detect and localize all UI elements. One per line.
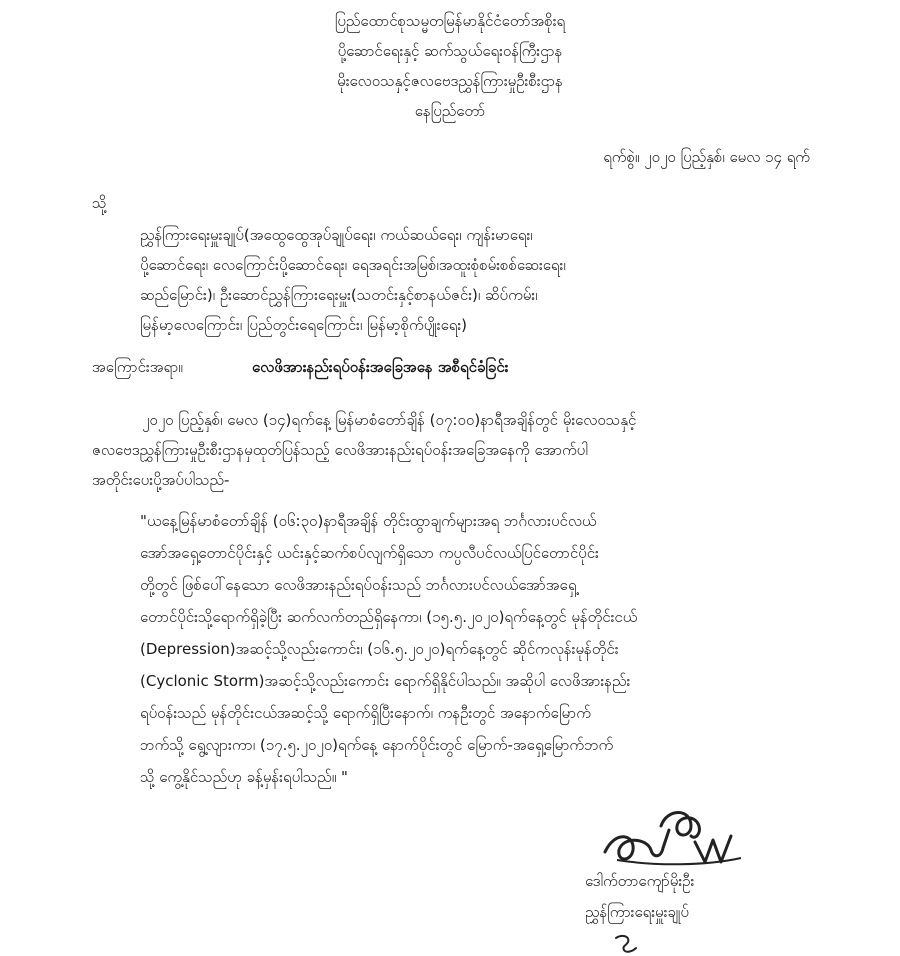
quote-line: တောင်ပိုင်းသို့ရောက်ရှိခဲ့ပြီး ဆက်လက်တည်ရှိနေကာ၊ (၁၅.၅.၂၀၂၀)ရက်နေ့တွင် မုန်တိုင်းငယ် [140,608,638,626]
handwritten-mark [612,932,642,954]
quote-line: ရပ်ဝန်းသည် မုန်တိုင်းငယ်အဆင့်သို့ ရောက်ရှိပြီးနောက်၊ ကနဦးတွင် အနောက်မြောက် [140,704,591,722]
paragraph-line: ၂၀၂၀ ပြည့်နှစ်၊ မေလ (၁၄)ရက်နေ့ မြန်မာစံတော်ချိန် (၀၇:၀၀)နာရီအချိန်တွင် မိုးလေဝသနှင့် [142,411,637,429]
quote-line: ဘက်သို့ ရွေ့လျားကာ၊ (၁၇.၅.၂၀၂၀)ရက်နေ့ နောက်ပိုင်းတွင် မြောက်-အရှေ့မြောက်ဘက် [140,736,614,754]
recipient-line: ဆည်မြောင်း)၊ ဦးဆောင်ညွှန်ကြားရေးမှူး(သတင်းနှင့်စာနယ်ဇင်း)၊ ဆိပ်ကမ်း၊ [140,286,538,304]
letterhead-government: ပြည်ထောင်စုသမ္မတမြန်မာနိုင်ငံတော်အစိုးရ [334,12,566,30]
recipient-line: ညွှန်ကြားရေးမှူးချုပ်(အထွေထွေအုပ်ချုပ်ရေး၊ ကယ်ဆယ်ရေး၊ ကျန်းမာရေး၊ [140,226,533,244]
paragraph-line: အတိုင်းပေးပို့အပ်ပါသည်- [92,471,230,489]
quote-line: သို့ ကွေ့နိုင်သည်ဟု ခန့်မှန်းရပါသည်။ " [140,768,348,786]
recipients-block [140,220,830,340]
quote-line: (Depression)အဆင့်သို့လည်းကောင်း၊ (၁၆.၅.၂၀၂၀)ရက်နေ့တွင် ဆိုင်ကလုန်းမုန်တိုင်း [140,640,619,658]
letterhead [250,6,650,126]
letter-date: ရက်စွဲ။ ၂၀၂၀ ပြည့်နှစ်၊ မေလ ၁၄ ရက် [603,148,810,166]
signatory-title: ညွှန်ကြားရေးမှူးချုပ် [585,903,689,921]
handwritten-signature [595,800,745,870]
letterhead-department: မိုးလေဝသနှင့်ဇလဗေဒညွှန်ကြားမှုဦးစီးဌာန [337,72,563,90]
signatory-name: ဒေါက်တာကျော်မိုးဦး [585,872,695,890]
forecast-quote [140,505,840,793]
recipient-line: ပို့ဆောင်ရေး၊ လေကြောင်းပို့ဆောင်ရေး၊ ရေအရင်းအမြစ်၊အထူးစုံစမ်းစစ်ဆေးရေး၊ [140,256,566,274]
body-paragraph [92,405,832,495]
to-label: သို့ [92,194,107,212]
paragraph-line: ဇလဗေဒညွှန်ကြားမှုဦးစီးဌာနမှထုတ်ပြန်သည့် လေဖိအားနည်းရပ်ဝန်းအခြေအနေကို အောက်ပါ [92,441,588,459]
subject-text: လေဖိအားနည်းရပ်ဝန်းအခြေအနေ အစီရင်ခံခြင်း [252,358,509,376]
quote-line: တို့တွင် ဖြစ်ပေါ်နေသော လေဖိအားနည်းရပ်ဝန်းသည် ဘင်္ဂလားပင်လယ်အော်အရှေ့ [140,576,577,594]
letterhead-city: နေပြည်တော် [414,102,486,120]
subject-label: အကြောင်းအရာ။ [92,358,183,376]
subject-line [92,358,509,380]
quote-line: "ယနေ့မြန်မာစံတော်ချိန် (၀၆:၃၀)နာရီအချိန် တိုင်းထွာချက်များအရ ဘင်္ဂလားပင်လယ် [140,512,597,530]
recipient-line: မြန်မာ့လေကြောင်း၊ ပြည်တွင်းရေကြောင်း၊ မြန်မာ့စိုက်ပျိုးရေး) [140,316,468,334]
quote-line: (Cyclonic Storm)အဆင့်သို့လည်းကောင်း ရောက်ရှိနိုင်ပါသည်။ အဆိုပါ လေဖိအားနည်း [140,672,631,690]
quote-line: အော်အရှေ့တောင်ပိုင်းနှင့် ယင်းနှင့်ဆက်စပ်လျက်ရှိသော ကပ္ပလီပင်လယ်ပြင်တောင်ပိုင်း [140,544,599,562]
letterhead-ministry: ပို့ဆောင်ရေးနှင့် ဆက်သွယ်ရေးဝန်ကြီးဌာန [337,42,563,60]
